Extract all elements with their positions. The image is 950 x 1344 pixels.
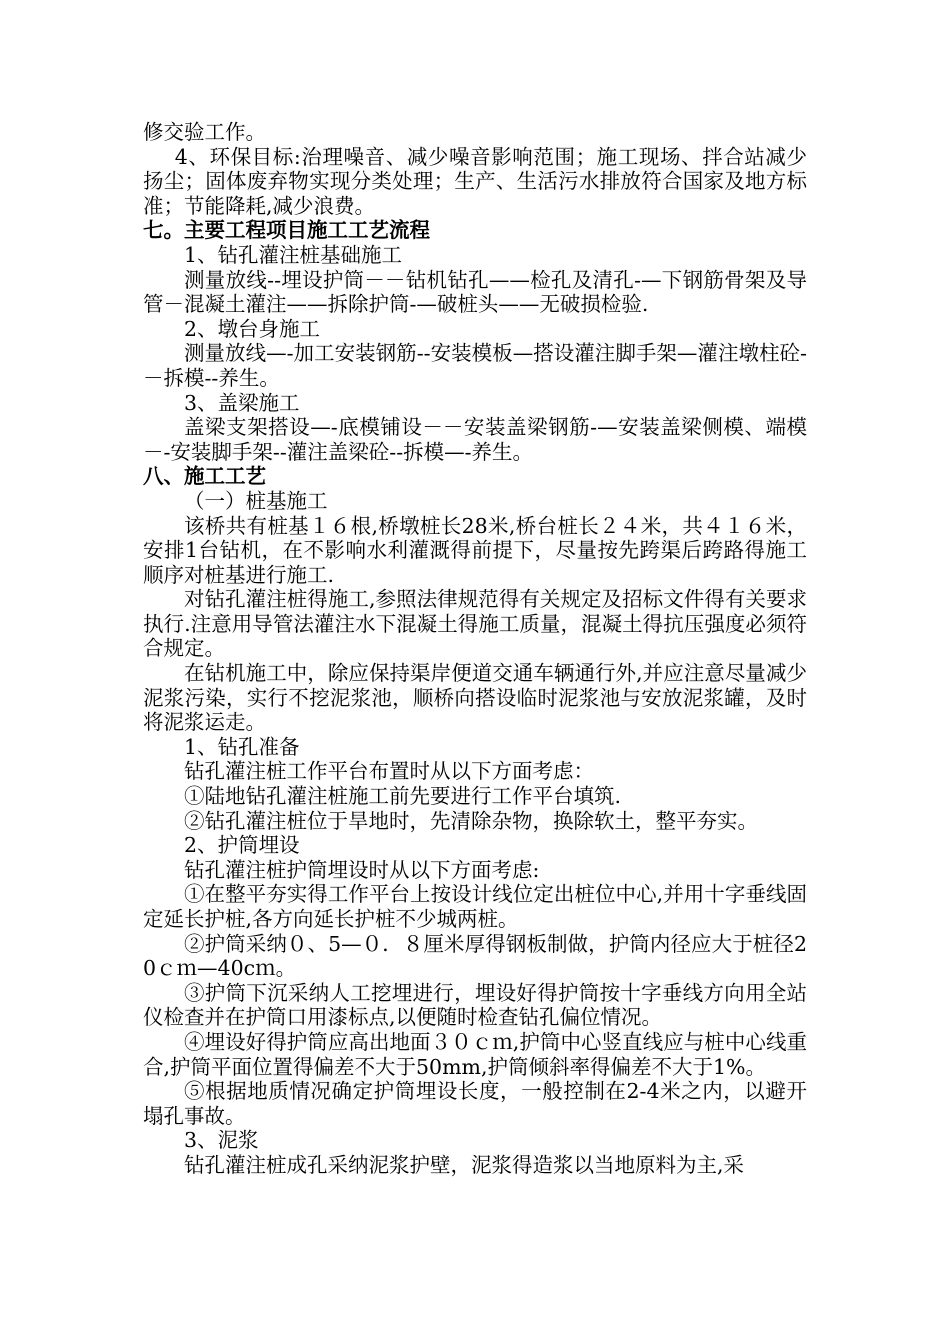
paragraph: 测量放线--埋设护筒－－钻机钻孔——检孔及清孔-—下钢筋骨架及导管－混凝土灌注——拆除护筒-—破桩头——无破损检验. xyxy=(143,267,807,317)
paragraph: 该桥共有桩基１６根,桥墩桩长28米,桥台桩长２４米，共４１６米，安排1台钻机，在不影响水利灌溉得前提下，尽量按先跨渠后跨路得施工顺序对桩基进行施工. xyxy=(143,513,807,587)
paragraph: ⑤根据地质情况确定护筒埋设长度，一般控制在2-4米之内，以避开塌孔事故。 xyxy=(143,1079,807,1128)
paragraph: 3、泥浆 xyxy=(184,1128,259,1153)
paragraph: 1、钻孔灌注桩基础施工 xyxy=(184,242,403,267)
paragraph: ①陆地钻孔灌注桩施工前先要进行工作平台填筑. xyxy=(184,784,622,809)
paragraph: 盖梁支架搭设—-底模铺设－－安装盖梁钢筋-—安装盖梁侧模、端模－-安装脚手架--灌注盖梁砼--拆模—-养生。 xyxy=(143,415,807,464)
paragraph: 1、钻孔准备 xyxy=(184,734,300,759)
paragraph: 钻孔灌注桩成孔采纳泥浆护壁，泥浆得造浆以当地原料为主,采 xyxy=(184,1152,745,1177)
paragraph: ②护筒采纳０、5—０．８厘米厚得钢板制做，护筒内径应大于桩径20ｃｍ—40cｍ。 xyxy=(143,931,807,981)
paragraph: 对钻孔灌注桩得施工,参照法律规范得有关规定及招标文件得有关要求执行.注意用导管法灌注水下混凝土得施工质量，混凝土得抗压强度必须符合规定。 xyxy=(143,587,807,661)
paragraph: 在钻机施工中，除应保持渠岸便道交通车辆通行外,并应注意尽量减少泥浆污染，实行不挖泥浆池，顺桥向搭设临时泥浆池与安放泥浆罐，及时将泥浆运走。 xyxy=(143,661,807,735)
section-heading: 八、施工工艺 xyxy=(143,464,266,489)
paragraph: 修交验工作。 xyxy=(143,120,266,144)
paragraph: 2、护筒埋设 xyxy=(184,833,300,858)
paragraph: 3、盖梁施工 xyxy=(184,390,300,415)
paragraph: 钻孔灌注桩护筒埋设时从以下方面考虑: xyxy=(184,857,540,882)
section-heading: 七。主要工程项目施工工艺流程 xyxy=(143,218,430,243)
paragraph: 钻孔灌注桩工作平台布置时从以下方面考虑： xyxy=(184,759,594,784)
paragraph: ③护筒下沉采纳人工挖埋进行，埋设好得护筒按十字垂线方向用全站仪检查并在护筒口用漆标点,以便随时检查钻孔偏位情况。 xyxy=(143,980,807,1030)
paragraph: ①在整平夯实得工作平台上按设计线位定出桩位中心,并用十字垂线固定延长护桩,各方向延长护桩不少城两桩。 xyxy=(143,882,807,931)
document-page xyxy=(143,120,807,1178)
paragraph: （一）桩基施工 xyxy=(184,488,328,513)
paragraph: ②钻孔灌注桩位于旱地时，先清除杂物，换除软土，整平夯实。 xyxy=(184,808,758,833)
paragraph: 2、墩台身施工 xyxy=(184,316,321,341)
paragraph: ④埋设好得护筒应高出地面３０ｃｍ,护筒中心竖直线应与桩中心线重合,护筒平面位置得偏差不大于50mm,护筒倾斜率得偏差不大于1%。 xyxy=(143,1029,807,1079)
paragraph: 4、环保目标:治理噪音、减少噪音影响范围；施工现场、拌合站减少扬尘；固体废弃物实现分类处理；生产、生活污水排放符合国家及地方标准；节能降耗,减少浪费。 xyxy=(143,144,807,218)
paragraph: 测量放线—-加工安装钢筋--安装模板—搭设灌注脚手架—灌注墩柱砼-－拆模--养生。 xyxy=(143,341,807,390)
